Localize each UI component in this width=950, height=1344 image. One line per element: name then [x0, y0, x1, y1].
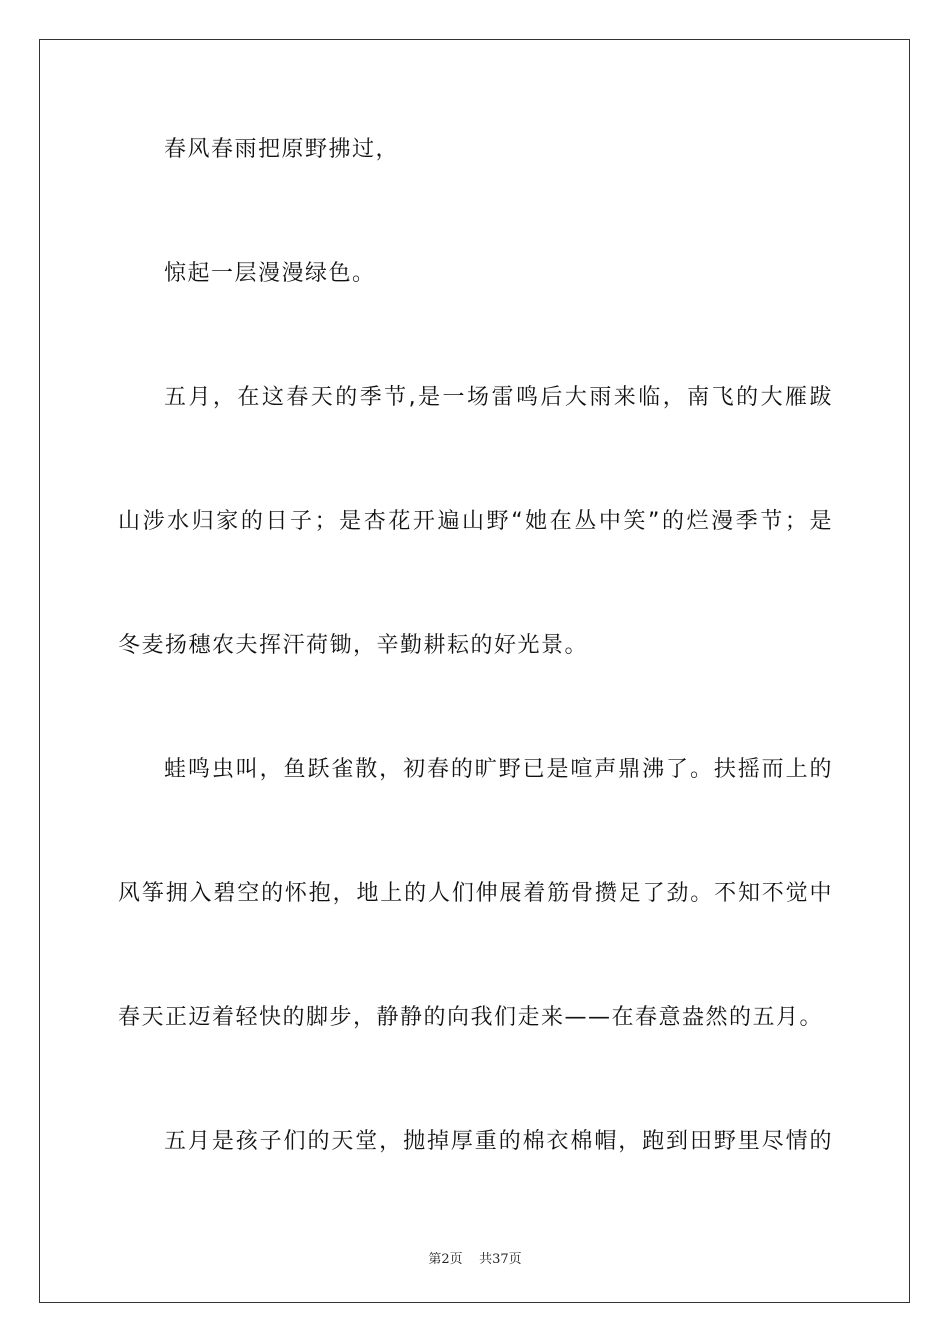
text-line: 风筝拥入碧空的怀抱，地上的人们伸展着筋骨攒足了劲。不知不觉中 [118, 881, 833, 906]
text-line: 春风春雨把原野拂过， [164, 137, 400, 162]
text-line: 冬麦扬穗农夫挥汗荷锄，辛勤耕耘的好光景。 [118, 633, 589, 658]
text-line: 蛙鸣虫叫，鱼跃雀散，初春的旷野已是喧声鼎沸了。扶摇而上的 [164, 757, 833, 782]
text-line: 五月，在这春天的季节,是一场雷鸣后大雨来临，南飞的大雁跋 [164, 385, 833, 410]
page-total: 共37页 [479, 1252, 522, 1267]
text-line: 春天正迈着轻快的脚步，静静的向我们走来——在春意盎然的五月。 [118, 1005, 824, 1030]
page-number: 第2页 [428, 1252, 463, 1267]
text-line: 惊起一层漫漫绿色。 [164, 261, 376, 286]
page-footer [0, 1248, 950, 1267]
text-line: 五月是孩子们的天堂，抛掉厚重的棉衣棉帽，跑到田野里尽情的 [164, 1129, 833, 1154]
page-border [39, 39, 910, 1303]
text-line: 山涉水归家的日子；是杏花开遍山野“她在丛中笑”的烂漫季节；是 [118, 509, 833, 534]
